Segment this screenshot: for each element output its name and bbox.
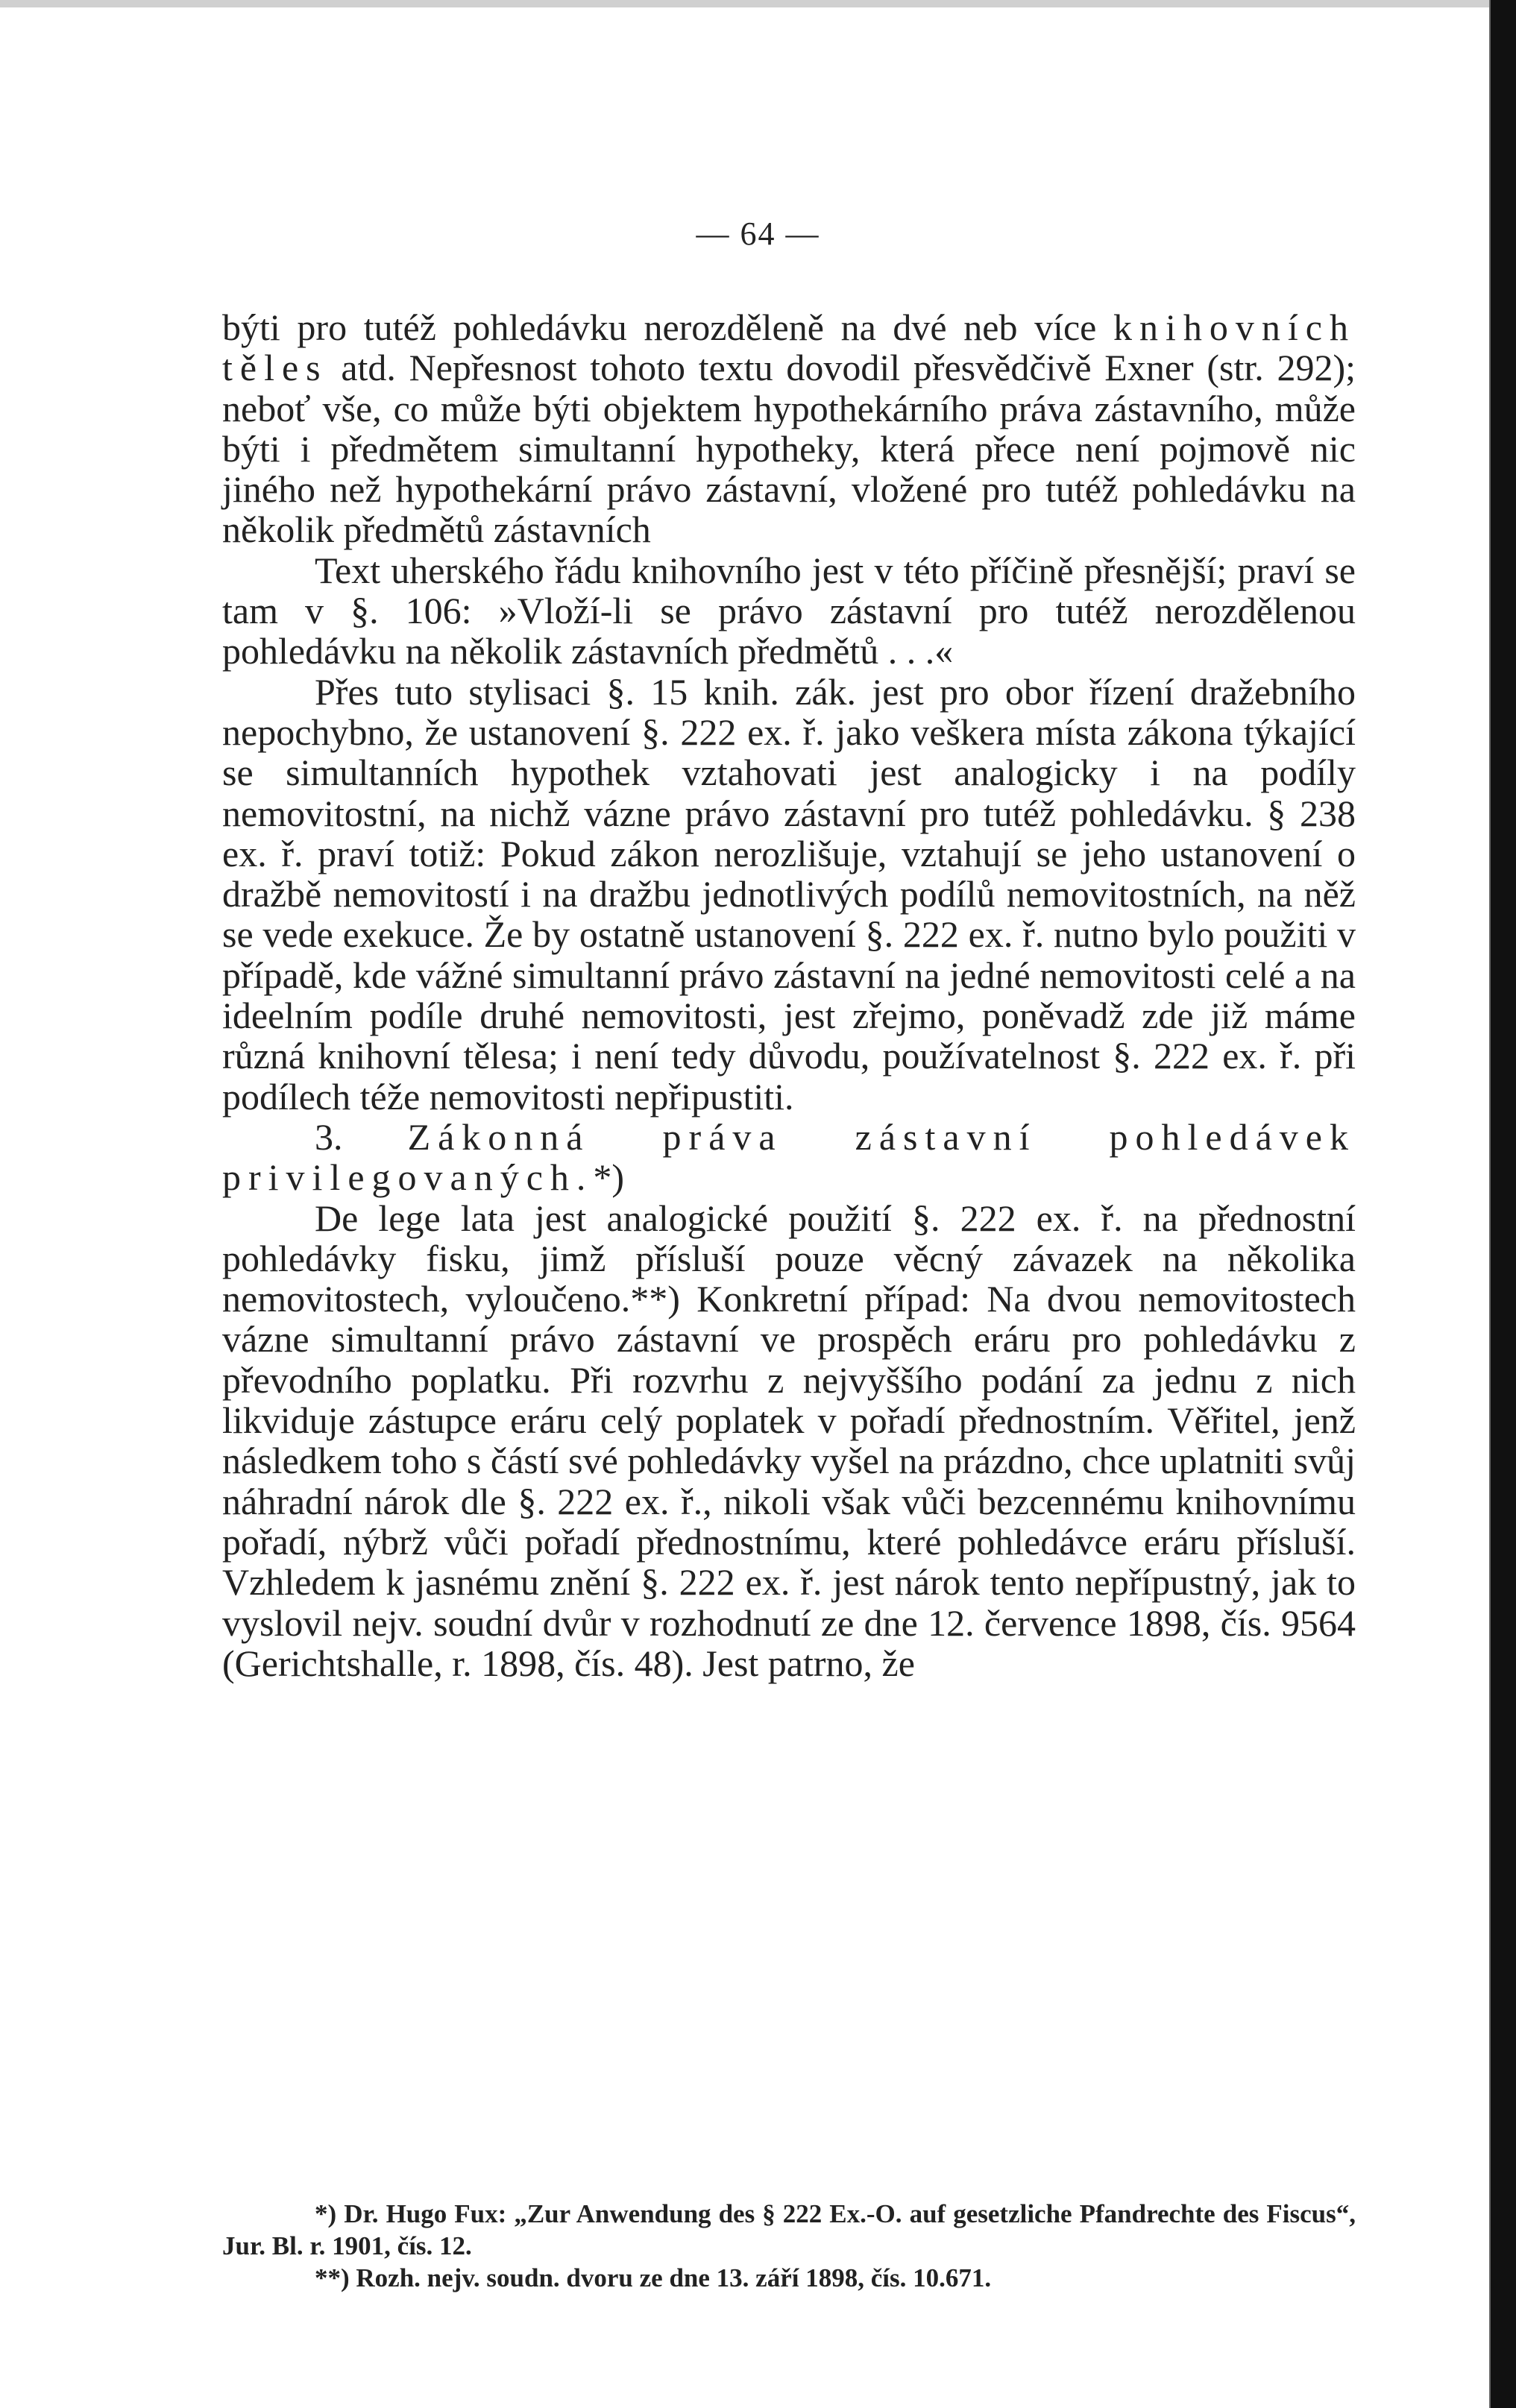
scan-right-edge (1491, 0, 1516, 2408)
scan-top-edge (0, 0, 1491, 7)
paragraph-3: Přes tuto stylisaci §. 15 knih. zák. jest pro obor řízení dražebního nepochybno, že ustanovení §. 222 ex. ř. jako veškera místa zákona týkající se simultanních hypothek vztahovati jest analogicky i na podíly nemovitostní, na nichž vázne právo zástavní pro tutéž pohledávku. § 238 ex. ř. praví totiž: Pokud zákon nerozlišuje, vztahují se jeho ustanovení o dražbě nemovitostí i na dražbu jednotlivých podílů nemovitostních, na něž se vede exekuce. Že by ostatně ustanovení §. 222 ex. ř. nutno bylo použiti v případě, kde vážné simultanní právo zástavní na jedné nemovitosti celé a na ideelním podíle druhé nemovitosti, jest zřejmo, poněvadž zde již máme různá knihovní tělesa; i není tedy důvodu, používatelnost §. 222 ex. ř. při podílech téže nemovitosti nepřipustiti. (222, 670, 1356, 1118)
footnote-1: *) Dr. Hugo Fux: „Zur Anwendung des § 222 Ex.-O. auf gesetzliche Pfandrechte des Fiscus“, Jur. Bl. r. 1901, čís. 12. (222, 2199, 1356, 2260)
page-number: — 64 — (696, 215, 820, 252)
paragraph-1-spaced: knihovních těles (222, 306, 1356, 389)
footnote-2: **) Rozh. nejv. soudn. dvoru ze dne 13. září 1898, čís. 10.671. (315, 2263, 992, 2292)
paragraph-5: De lege lata jest analogické použití §. 222 ex. ř. na přednostní pohledávky fisku, jimž přísluší pouze věcný závazek na několika nemovitostech, vyloučeno.**) Konkretní případ: Na dvou nemovitostech vázne simultanní právo zástavní ve prospěch eráru pro pohledávku z převodního poplatku. Při rozvrhu z nejvyššího podání za jednu z nich likviduje zástupce eráru celý poplatek v pořadí přednostním. Věřitel, jenž následkem toho s částí své pohledávky vyšel na prázdno, chce uplatniti svůj náhradní nárok dle §. 222 ex. ř., nikoli však vůči bezcennému knihovnímu pořadí, nýbrž vůči pořadí přednostnímu, které pohledávce eráru přísluší. Vzhledem k jasnému znění §. 222 ex. ř. jest nárok tento nepřípustný, jak to vyslovil nejv. soudní dvůr v rozhodnutí ze dne 12. července 1898, čís. 9564 (Gerichtshalle, r. 1898, čís. 48). Jest patrno, že (222, 1197, 1356, 1684)
section-footnote-mark: *) (593, 1156, 625, 1199)
paragraph-1-text: býti pro tutéž pohledávku nerozděleně na dvé neb více (222, 306, 1114, 348)
section-heading (222, 1117, 1356, 1198)
footnotes (222, 2198, 1356, 2294)
paragraph-2: Text uherského řádu knihovního jest v této příčině přesnější; praví se tam v §. 106: »Vloží-li se právo zástavní pro tutéž nerozdělenou pohledávku na několik zástavních předmětů . . .« (222, 549, 1356, 672)
section-title: Zákonná práva zástavní pohledávek privilegovaných. (222, 1115, 1356, 1199)
paragraph-1-text-after: atd. Nepřesnost tohoto textu dovodil přesvědčivě Exner (str. 292); neboť vše, co může býti objektem hypothekárního práva zástavního, může býti i předmětem simultanní hypotheky, která přece není pojmově nic jiného než hypothekární právo zástavní, vložené pro tutéž pohledávku na několik předmětů zástavních (222, 347, 1356, 551)
paragraph-1 (222, 307, 1356, 550)
main-text (222, 307, 1356, 1683)
section-number: 3. (315, 1115, 408, 1158)
